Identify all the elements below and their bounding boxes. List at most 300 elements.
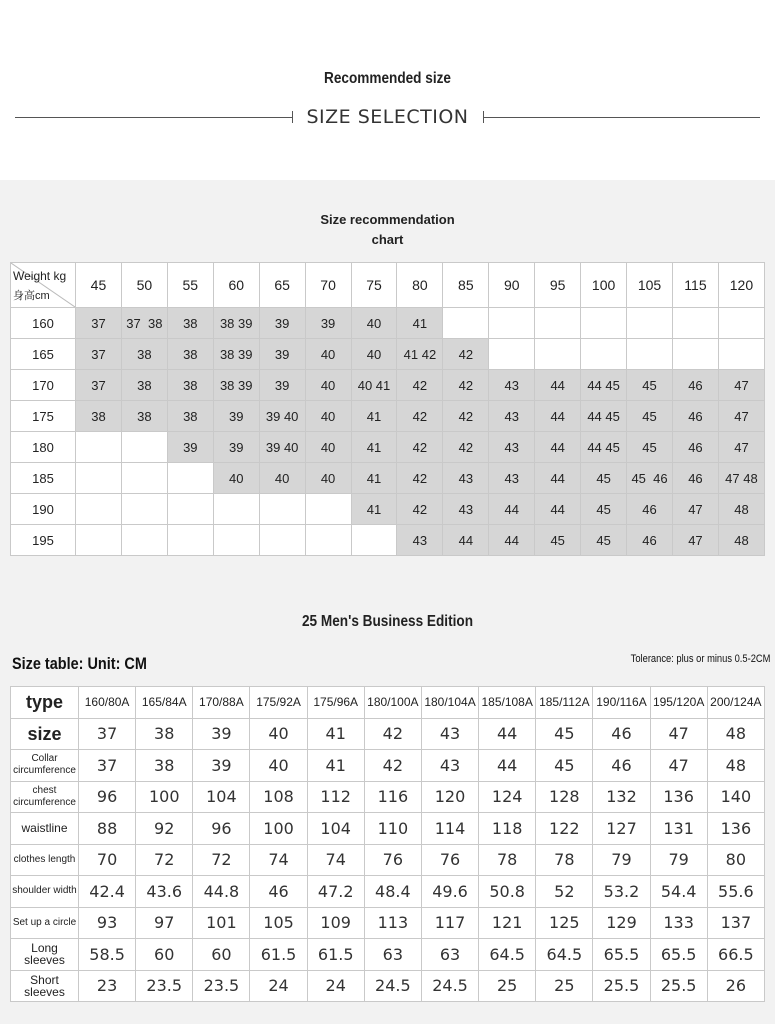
measurement-row xyxy=(11,876,765,908)
size-cell: 46 xyxy=(672,463,718,494)
measurement-value: 93 xyxy=(79,907,136,939)
measurement-value: 37 xyxy=(79,718,136,750)
measurement-value: 64.5 xyxy=(479,939,536,971)
measurement-value: 47.2 xyxy=(307,876,364,908)
size-cell: 45 xyxy=(627,370,673,401)
type-header-cell: 190/116A xyxy=(593,687,650,719)
recommended-size-title: Recommended size xyxy=(324,70,451,87)
measurement-label: Long sleeves xyxy=(11,939,79,971)
size-cell xyxy=(305,494,351,525)
height-cell: 175 xyxy=(11,401,76,432)
measurement-value: 133 xyxy=(650,907,707,939)
divider-right xyxy=(483,117,760,118)
measurement-value: 44.8 xyxy=(193,876,250,908)
measurement-value: 54.4 xyxy=(650,876,707,908)
size-cell: 44 45 xyxy=(581,401,627,432)
height-row xyxy=(11,370,765,401)
weight-header-cell: 80 xyxy=(397,263,443,308)
measurement-value: 41 xyxy=(307,718,364,750)
measurement-value: 40 xyxy=(250,718,307,750)
size-cell: 45 xyxy=(627,401,673,432)
measurement-value: 63 xyxy=(364,939,421,971)
measurement-value: 49.6 xyxy=(421,876,478,908)
measurement-value: 23.5 xyxy=(193,970,250,1002)
type-header-cell: 180/100A xyxy=(364,687,421,719)
size-cell: 47 xyxy=(718,432,764,463)
measurement-value: 37 xyxy=(79,750,136,782)
measurement-value: 122 xyxy=(536,813,593,845)
size-cell xyxy=(718,308,764,339)
size-cell xyxy=(581,339,627,370)
recommendation-chart-title xyxy=(0,210,775,250)
size-cell: 44 xyxy=(535,401,581,432)
size-cell: 37 xyxy=(76,370,122,401)
measurement-value: 38 xyxy=(136,750,193,782)
size-cell: 45 xyxy=(581,463,627,494)
size-cell: 45 xyxy=(627,432,673,463)
size-cell: 39 xyxy=(259,370,305,401)
size-cell: 38 xyxy=(167,308,213,339)
measurement-row xyxy=(11,907,765,939)
measurement-value: 42 xyxy=(364,750,421,782)
size-cell: 41 xyxy=(351,494,397,525)
size-cell: 46 xyxy=(627,525,673,556)
measurement-value: 39 xyxy=(193,750,250,782)
size-cell: 46 xyxy=(672,370,718,401)
height-row xyxy=(11,339,765,370)
measurement-value: 44 xyxy=(479,718,536,750)
size-cell: 38 xyxy=(167,401,213,432)
measurement-value: 70 xyxy=(79,844,136,876)
type-header-cell: 175/92A xyxy=(250,687,307,719)
size-cell xyxy=(443,308,489,339)
measurement-value: 47 xyxy=(650,750,707,782)
measurement-value: 61.5 xyxy=(250,939,307,971)
measurement-value: 113 xyxy=(364,907,421,939)
size-cell: 44 xyxy=(489,494,535,525)
measurement-value: 97 xyxy=(136,907,193,939)
size-cell: 41 42 xyxy=(397,339,443,370)
measurement-value: 140 xyxy=(707,781,764,813)
measurement-value: 48 xyxy=(707,718,764,750)
measurement-value: 96 xyxy=(193,813,250,845)
measurement-value: 42.4 xyxy=(79,876,136,908)
measurement-value: 78 xyxy=(479,844,536,876)
size-cell: 40 xyxy=(305,339,351,370)
measurement-value: 39 xyxy=(193,718,250,750)
weight-header-row xyxy=(11,263,765,308)
measurement-value: 24 xyxy=(250,970,307,1002)
size-cell: 38 39 xyxy=(213,308,259,339)
size-cell xyxy=(76,463,122,494)
measurement-value: 137 xyxy=(707,907,764,939)
measurement-value: 101 xyxy=(193,907,250,939)
size-cell: 42 xyxy=(397,370,443,401)
measurement-label: size xyxy=(11,718,79,750)
size-cell: 45 46 xyxy=(627,463,673,494)
measurement-value: 108 xyxy=(250,781,307,813)
size-cell xyxy=(718,339,764,370)
size-cell: 42 xyxy=(443,432,489,463)
measurement-row xyxy=(11,970,765,1002)
measurement-value: 41 xyxy=(307,750,364,782)
weight-header-cell: 105 xyxy=(627,263,673,308)
size-cell: 38 39 xyxy=(213,339,259,370)
measurement-value: 80 xyxy=(707,844,764,876)
size-cell: 40 xyxy=(305,401,351,432)
size-cell: 39 xyxy=(259,339,305,370)
size-cell: 45 xyxy=(535,525,581,556)
weight-axis-label: Weight kg xyxy=(13,269,67,283)
size-cell xyxy=(627,339,673,370)
type-header-cell: 180/104A xyxy=(421,687,478,719)
tolerance-note: Tolerance: plus or minus 0.5-2CM xyxy=(630,653,770,665)
size-cell xyxy=(76,494,122,525)
size-cell: 40 xyxy=(351,308,397,339)
size-table-title: Size table: Unit: CM xyxy=(12,654,147,673)
size-cell: 47 48 xyxy=(718,463,764,494)
size-cell: 38 xyxy=(167,339,213,370)
measurement-value: 43 xyxy=(421,750,478,782)
size-cell: 43 xyxy=(443,463,489,494)
measurement-value: 65.5 xyxy=(593,939,650,971)
measurement-value: 136 xyxy=(707,813,764,845)
measurement-label: Set up a circle xyxy=(11,907,79,939)
size-cell: 47 xyxy=(672,525,718,556)
height-row xyxy=(11,432,765,463)
measurement-value: 48 xyxy=(707,750,764,782)
weight-header-cell: 85 xyxy=(443,263,489,308)
size-cell: 47 xyxy=(718,401,764,432)
size-cell: 39 xyxy=(213,401,259,432)
size-cell: 43 xyxy=(489,401,535,432)
measurement-value: 100 xyxy=(136,781,193,813)
height-row xyxy=(11,401,765,432)
size-cell: 45 xyxy=(581,525,627,556)
size-cell xyxy=(167,525,213,556)
weight-header-cell: 115 xyxy=(672,263,718,308)
size-cell xyxy=(489,339,535,370)
size-cell: 38 xyxy=(76,401,122,432)
measurement-value: 50.8 xyxy=(479,876,536,908)
size-cell xyxy=(259,525,305,556)
weight-header-cell: 75 xyxy=(351,263,397,308)
size-cell xyxy=(489,308,535,339)
measurement-row xyxy=(11,718,765,750)
weight-header-cell: 120 xyxy=(718,263,764,308)
size-cell xyxy=(213,525,259,556)
size-cell xyxy=(535,339,581,370)
measurement-label: Short sleeves xyxy=(11,970,79,1002)
measurement-value: 52 xyxy=(536,876,593,908)
measurement-value: 124 xyxy=(479,781,536,813)
size-cell: 40 xyxy=(351,339,397,370)
height-cell: 165 xyxy=(11,339,76,370)
size-cell xyxy=(121,525,167,556)
weight-header-cell: 90 xyxy=(489,263,535,308)
size-cell: 44 xyxy=(535,370,581,401)
measurement-value: 131 xyxy=(650,813,707,845)
measurement-value: 38 xyxy=(136,718,193,750)
size-cell xyxy=(167,494,213,525)
size-cell: 39 xyxy=(259,308,305,339)
size-cell xyxy=(672,308,718,339)
measurement-value: 74 xyxy=(307,844,364,876)
chart-title-line-2: chart xyxy=(371,232,404,247)
size-cell: 42 xyxy=(443,370,489,401)
measurement-value: 25.5 xyxy=(593,970,650,1002)
measurement-value: 25.5 xyxy=(650,970,707,1002)
measurement-value: 65.5 xyxy=(650,939,707,971)
measurement-value: 40 xyxy=(250,750,307,782)
size-cell: 37 38 xyxy=(121,308,167,339)
measurement-value: 112 xyxy=(307,781,364,813)
size-cell xyxy=(121,494,167,525)
measurement-value: 114 xyxy=(421,813,478,845)
measurement-value: 58.5 xyxy=(79,939,136,971)
type-header-cell: 175/96A xyxy=(307,687,364,719)
measurement-value: 64.5 xyxy=(536,939,593,971)
size-cell: 39 xyxy=(213,432,259,463)
size-cell: 44 xyxy=(535,432,581,463)
size-cell: 44 xyxy=(489,525,535,556)
measurement-value: 60 xyxy=(193,939,250,971)
size-cell: 44 xyxy=(535,494,581,525)
size-cell: 46 xyxy=(672,432,718,463)
size-cell: 47 xyxy=(718,370,764,401)
measurement-label: clothes length xyxy=(11,844,79,876)
weight-header-cell: 95 xyxy=(535,263,581,308)
size-cell: 42 xyxy=(397,432,443,463)
size-cell: 41 xyxy=(397,308,443,339)
measurement-value: 72 xyxy=(136,844,193,876)
size-cell: 39 xyxy=(167,432,213,463)
measurement-value: 74 xyxy=(250,844,307,876)
size-cell: 44 45 xyxy=(581,370,627,401)
measurement-value: 125 xyxy=(536,907,593,939)
measurement-value: 43 xyxy=(421,718,478,750)
weight-header-cell: 70 xyxy=(305,263,351,308)
header-section xyxy=(0,0,775,180)
measurement-value: 76 xyxy=(364,844,421,876)
measurement-value: 25 xyxy=(536,970,593,1002)
size-cell xyxy=(213,494,259,525)
height-cell: 170 xyxy=(11,370,76,401)
size-cell: 43 xyxy=(489,370,535,401)
measurement-value: 128 xyxy=(536,781,593,813)
measurement-label: Collar circumference xyxy=(11,750,79,782)
size-cell: 38 xyxy=(121,370,167,401)
weight-header-cell: 55 xyxy=(167,263,213,308)
height-cell: 185 xyxy=(11,463,76,494)
size-cell: 41 xyxy=(351,463,397,494)
measurement-value: 132 xyxy=(593,781,650,813)
corner-cell xyxy=(11,263,76,308)
size-cell: 40 xyxy=(305,432,351,463)
type-header-cell: 185/108A xyxy=(479,687,536,719)
measurement-value: 44 xyxy=(479,750,536,782)
measurement-label: waistline xyxy=(11,813,79,845)
size-measurement-table xyxy=(10,686,765,1002)
type-header-cell: 195/120A xyxy=(650,687,707,719)
weight-header-cell: 45 xyxy=(76,263,122,308)
height-cell: 190 xyxy=(11,494,76,525)
type-label: type xyxy=(11,687,79,719)
size-cell: 40 xyxy=(305,463,351,494)
measurement-value: 72 xyxy=(193,844,250,876)
measurement-value: 53.2 xyxy=(593,876,650,908)
type-header-cell: 170/88A xyxy=(193,687,250,719)
measurement-value: 88 xyxy=(79,813,136,845)
measurement-value: 46 xyxy=(250,876,307,908)
size-selection-title: SIZE SELECTION xyxy=(306,106,469,128)
measurement-label: chest circumference xyxy=(11,781,79,813)
size-cell xyxy=(305,525,351,556)
height-row xyxy=(11,463,765,494)
size-cell xyxy=(167,463,213,494)
measurement-value: 46 xyxy=(593,718,650,750)
measurement-value: 78 xyxy=(536,844,593,876)
weight-header-cell: 100 xyxy=(581,263,627,308)
height-cell: 180 xyxy=(11,432,76,463)
type-header-cell: 160/80A xyxy=(79,687,136,719)
size-cell: 39 40 xyxy=(259,432,305,463)
measurement-value: 24.5 xyxy=(421,970,478,1002)
type-header-cell: 185/112A xyxy=(536,687,593,719)
measurement-row xyxy=(11,844,765,876)
type-header-row xyxy=(11,687,765,719)
measurement-row xyxy=(11,939,765,971)
size-cell: 42 xyxy=(443,339,489,370)
size-cell: 39 40 xyxy=(259,401,305,432)
measurement-value: 117 xyxy=(421,907,478,939)
type-header-cell: 200/124A xyxy=(707,687,764,719)
measurement-value: 23.5 xyxy=(136,970,193,1002)
size-cell: 38 39 xyxy=(213,370,259,401)
edition-title: 25 Men's Business Edition xyxy=(301,613,474,630)
size-cell: 37 xyxy=(76,339,122,370)
measurement-value: 116 xyxy=(364,781,421,813)
measurement-value: 136 xyxy=(650,781,707,813)
measurement-value: 55.6 xyxy=(707,876,764,908)
size-cell xyxy=(259,494,305,525)
measurement-value: 109 xyxy=(307,907,364,939)
size-cell: 46 xyxy=(672,401,718,432)
weight-header-cell: 65 xyxy=(259,263,305,308)
measurement-value: 110 xyxy=(364,813,421,845)
type-header-cell: 165/84A xyxy=(136,687,193,719)
size-cell: 38 xyxy=(121,339,167,370)
measurement-value: 96 xyxy=(79,781,136,813)
height-cell: 160 xyxy=(11,308,76,339)
size-cell xyxy=(535,308,581,339)
measurement-value: 48.4 xyxy=(364,876,421,908)
measurement-value: 79 xyxy=(593,844,650,876)
size-cell: 38 xyxy=(167,370,213,401)
measurement-value: 24 xyxy=(307,970,364,1002)
size-cell: 40 xyxy=(305,370,351,401)
size-cell: 42 xyxy=(397,463,443,494)
size-cell: 43 xyxy=(397,525,443,556)
height-row xyxy=(11,525,765,556)
measurement-value: 121 xyxy=(479,907,536,939)
size-cell: 40 41 xyxy=(351,370,397,401)
chart-title-line-1: Size recommendation xyxy=(320,212,455,227)
size-cell: 43 xyxy=(489,432,535,463)
size-cell: 38 xyxy=(121,401,167,432)
size-cell: 44 xyxy=(443,525,489,556)
size-cell: 48 xyxy=(718,494,764,525)
size-cell: 44 xyxy=(535,463,581,494)
size-cell: 40 xyxy=(259,463,305,494)
measurement-row xyxy=(11,781,765,813)
measurement-value: 76 xyxy=(421,844,478,876)
measurement-value: 92 xyxy=(136,813,193,845)
size-cell: 45 xyxy=(581,494,627,525)
measurement-value: 23 xyxy=(79,970,136,1002)
measurement-value: 60 xyxy=(136,939,193,971)
measurement-label: shoulder width xyxy=(11,876,79,908)
size-cell: 42 xyxy=(397,494,443,525)
size-cell xyxy=(76,525,122,556)
size-cell: 43 xyxy=(443,494,489,525)
size-cell: 42 xyxy=(443,401,489,432)
size-cell xyxy=(672,339,718,370)
measurement-value: 25 xyxy=(479,970,536,1002)
measurement-value: 127 xyxy=(593,813,650,845)
measurement-value: 45 xyxy=(536,718,593,750)
size-cell: 43 xyxy=(489,463,535,494)
size-recommendation-table xyxy=(10,262,765,556)
size-cell: 46 xyxy=(627,494,673,525)
size-cell: 39 xyxy=(305,308,351,339)
size-cell xyxy=(627,308,673,339)
size-cell: 47 xyxy=(672,494,718,525)
measurement-value: 42 xyxy=(364,718,421,750)
size-cell: 42 xyxy=(397,401,443,432)
size-cell xyxy=(581,308,627,339)
weight-header-cell: 60 xyxy=(213,263,259,308)
height-row xyxy=(11,308,765,339)
size-cell: 48 xyxy=(718,525,764,556)
measurement-value: 61.5 xyxy=(307,939,364,971)
measurement-value: 129 xyxy=(593,907,650,939)
measurement-value: 66.5 xyxy=(707,939,764,971)
size-cell xyxy=(121,463,167,494)
measurement-value: 47 xyxy=(650,718,707,750)
size-cell: 41 xyxy=(351,401,397,432)
measurement-value: 104 xyxy=(193,781,250,813)
size-cell: 40 xyxy=(213,463,259,494)
measurement-row xyxy=(11,813,765,845)
measurement-value: 100 xyxy=(250,813,307,845)
size-cell: 37 xyxy=(76,308,122,339)
measurement-value: 46 xyxy=(593,750,650,782)
height-axis-label: 身高cm xyxy=(13,290,50,302)
measurement-value: 45 xyxy=(536,750,593,782)
height-cell: 195 xyxy=(11,525,76,556)
size-cell xyxy=(351,525,397,556)
height-row xyxy=(11,494,765,525)
measurement-row xyxy=(11,750,765,782)
size-cell: 44 45 xyxy=(581,432,627,463)
weight-header-cell: 50 xyxy=(121,263,167,308)
size-cell: 41 xyxy=(351,432,397,463)
measurement-value: 26 xyxy=(707,970,764,1002)
measurement-value: 104 xyxy=(307,813,364,845)
measurement-value: 24.5 xyxy=(364,970,421,1002)
measurement-value: 118 xyxy=(479,813,536,845)
